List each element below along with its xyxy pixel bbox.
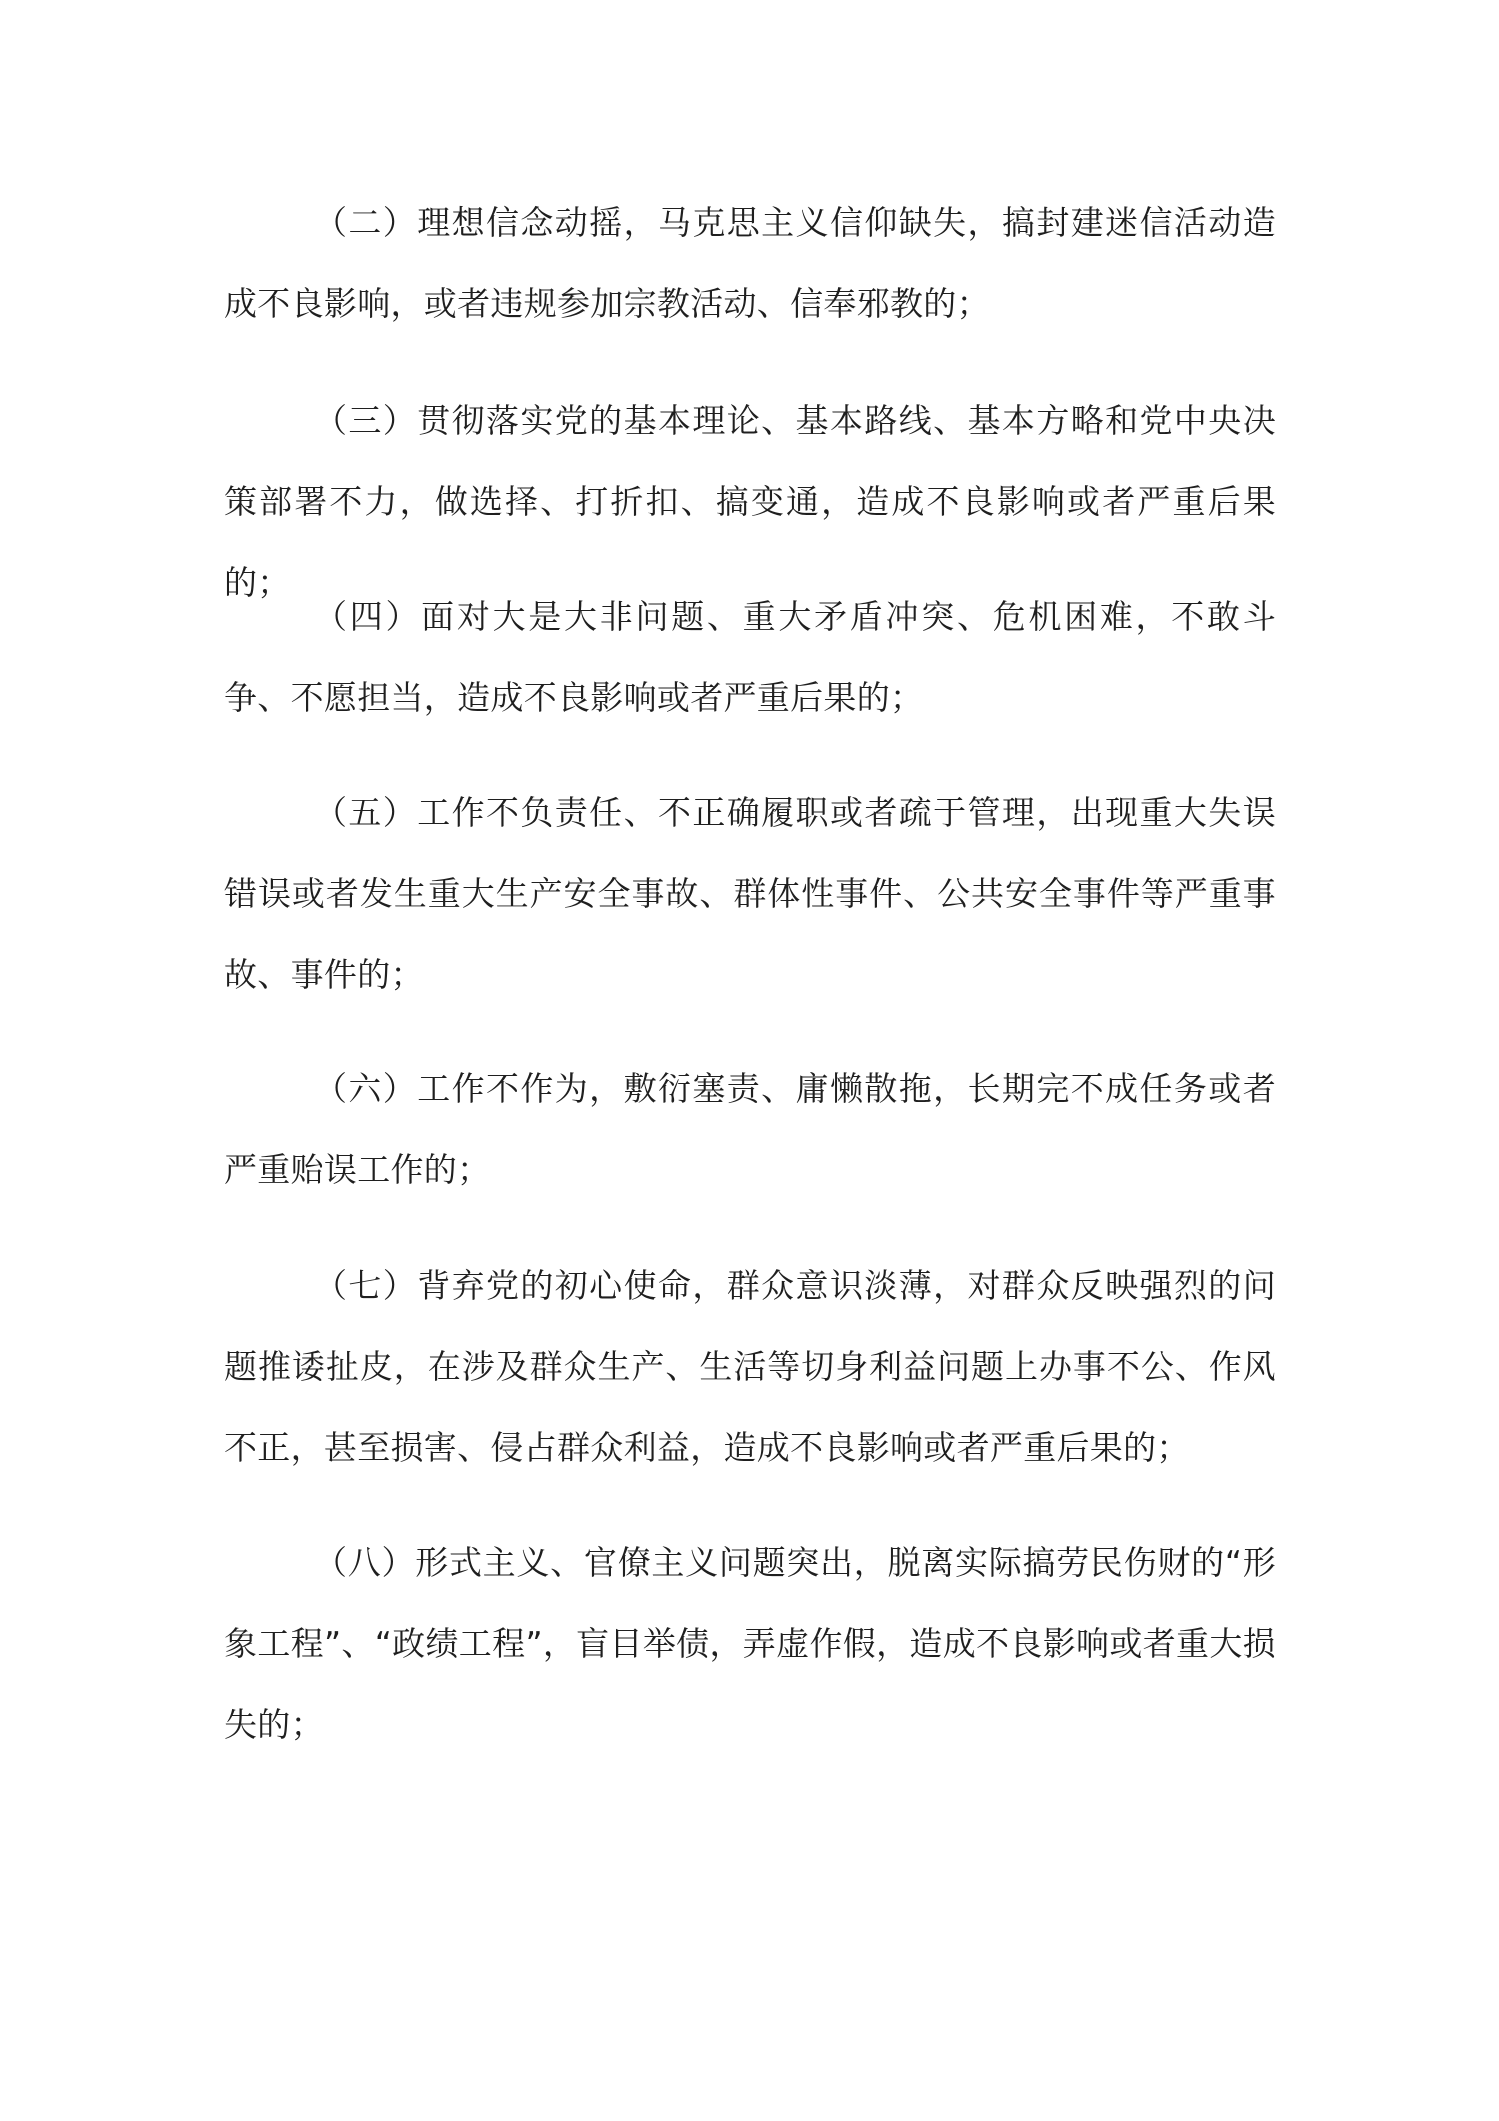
paragraph-item-7: （七）背弃党的初心使命，群众意识淡薄，对群众反映强烈的问题推诿扯皮，在涉及群众生产、生活等切身利益问题上办事不公、作风不正，甚至损害、侵占群众利益，造成不良影响或者严重后果的； [224,1266,1276,1467]
paragraph-item-4: （四）面对大是大非问题、重大矛盾冲突、危机困难，不敢斗争、不愿担当，造成不良影响或者严重后果的； [224,597,1276,717]
paragraph-item-8: （八）形式主义、官僚主义问题突出，脱离实际搞劳民伤财的“形象工程”、“政绩工程”，盲目举债，弄虚作假，造成不良影响或者重大损失的； [224,1543,1276,1744]
paragraph-item-3: （三）贯彻落实党的基本理论、基本路线、基本方略和党中央决策部署不力，做选择、打折扣、搞变通，造成不良影响或者严重后果的； [224,401,1276,602]
paragraph-item-6: （六）工作不作为，敷衍塞责、庸懒散拖，长期完不成任务或者严重贻误工作的； [224,1069,1276,1189]
paragraph-item-5: （五）工作不负责任、不正确履职或者疏于管理，出现重大失误错误或者发生重大生产安全事故、群体性事件、公共安全事件等严重事故、事件的； [224,793,1276,994]
paragraph-item-2: （二）理想信念动摇，马克思主义信仰缺失，搞封建迷信活动造成不良影响，或者违规参加宗教活动、信奉邪教的； [224,203,1276,323]
